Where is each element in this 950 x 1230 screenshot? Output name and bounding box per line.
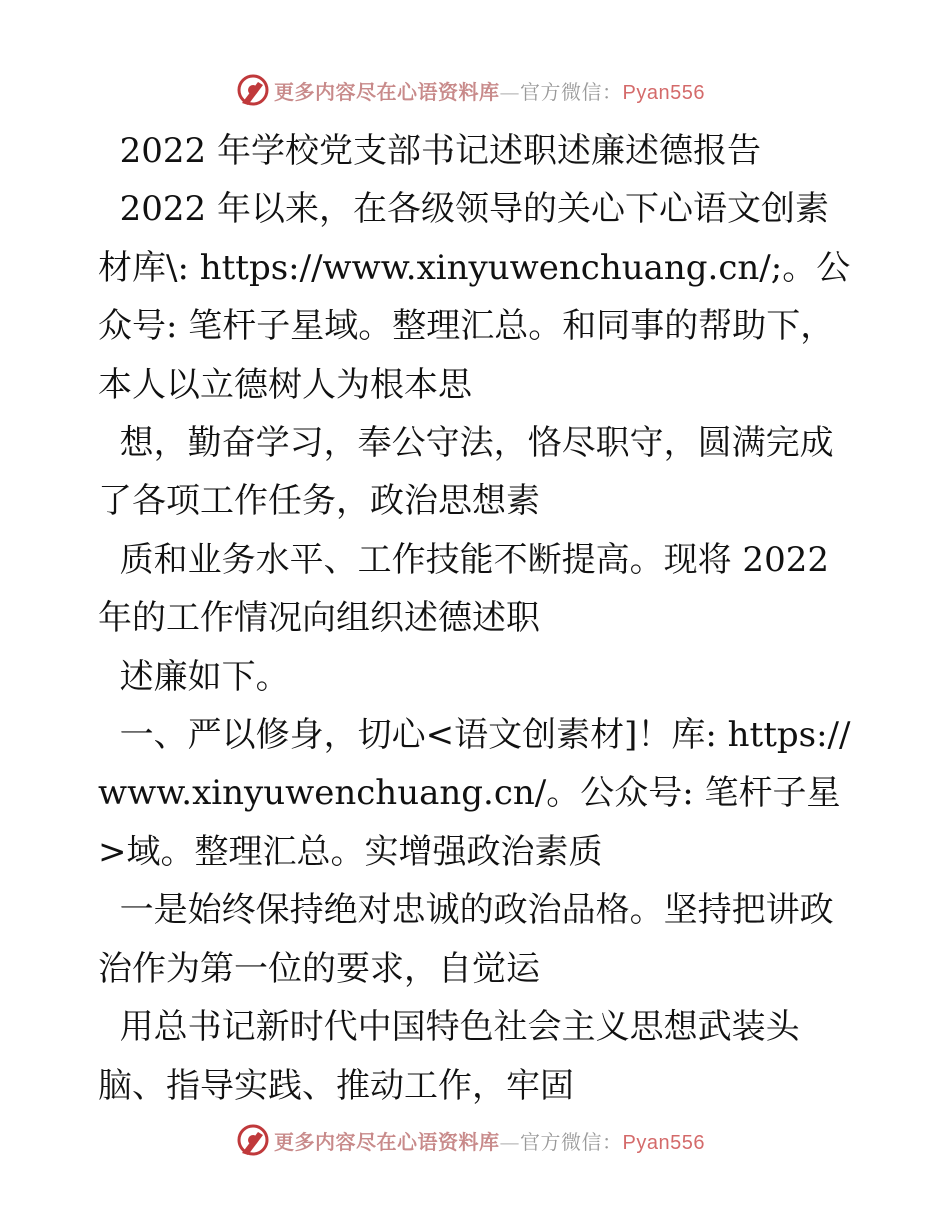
section-heading: 一、严以修身，切心<语文创素材]！库: https://www.xinyuwenchuang.cn/。公众号: 笔杆子星>域。整理汇总。实增强政治素质 — [98, 715, 851, 872]
paragraph: 2022 年以来，在各级领导的关心下心语文创素材库\: https://www.xinyuwenchuang.cn/;。公众号: 笔杆子星域。整理汇总。和同事的帮助下，本人以立德树人为根本思 — [98, 189, 851, 405]
paragraph: 一是始终保持绝对忠诚的政治品格。坚持把讲政治作为第一位的要求，自觉运 — [98, 890, 834, 989]
pen-logo-icon — [236, 1123, 270, 1157]
watermark-label: 官方微信： — [520, 79, 623, 104]
watermark-separator: — — [499, 79, 520, 104]
document-title: 2022 年学校党支部书记述职述廉述德报告 — [98, 131, 761, 171]
watermark-label: 官方微信： — [520, 1129, 623, 1154]
watermark-account: Pyan556 — [622, 81, 705, 104]
watermark-main-text: 更多内容尽在心语资料库 — [274, 1129, 500, 1154]
watermark-separator: — — [499, 1129, 520, 1154]
paragraph: 用总书记新时代中国特色社会主义思想武装头脑、指导实践、推动工作，牢固 — [98, 1007, 800, 1106]
pen-logo-icon — [236, 73, 270, 107]
watermark-account: Pyan556 — [622, 1131, 705, 1154]
document-body — [98, 122, 858, 1115]
watermark-main-text: 更多内容尽在心语资料库 — [274, 79, 500, 104]
watermark-header — [236, 70, 716, 110]
watermark-footer — [236, 1120, 716, 1160]
paragraph: 想，勤奋学习，奉公守法，恪尽职守，圆满完成了各项工作任务，政治思想素 — [98, 423, 834, 522]
paragraph: 述廉如下。 — [98, 656, 290, 697]
paragraph: 质和业务水平、工作技能不断提高。现将 2022 年的工作情况向组织述德述职 — [98, 539, 840, 639]
